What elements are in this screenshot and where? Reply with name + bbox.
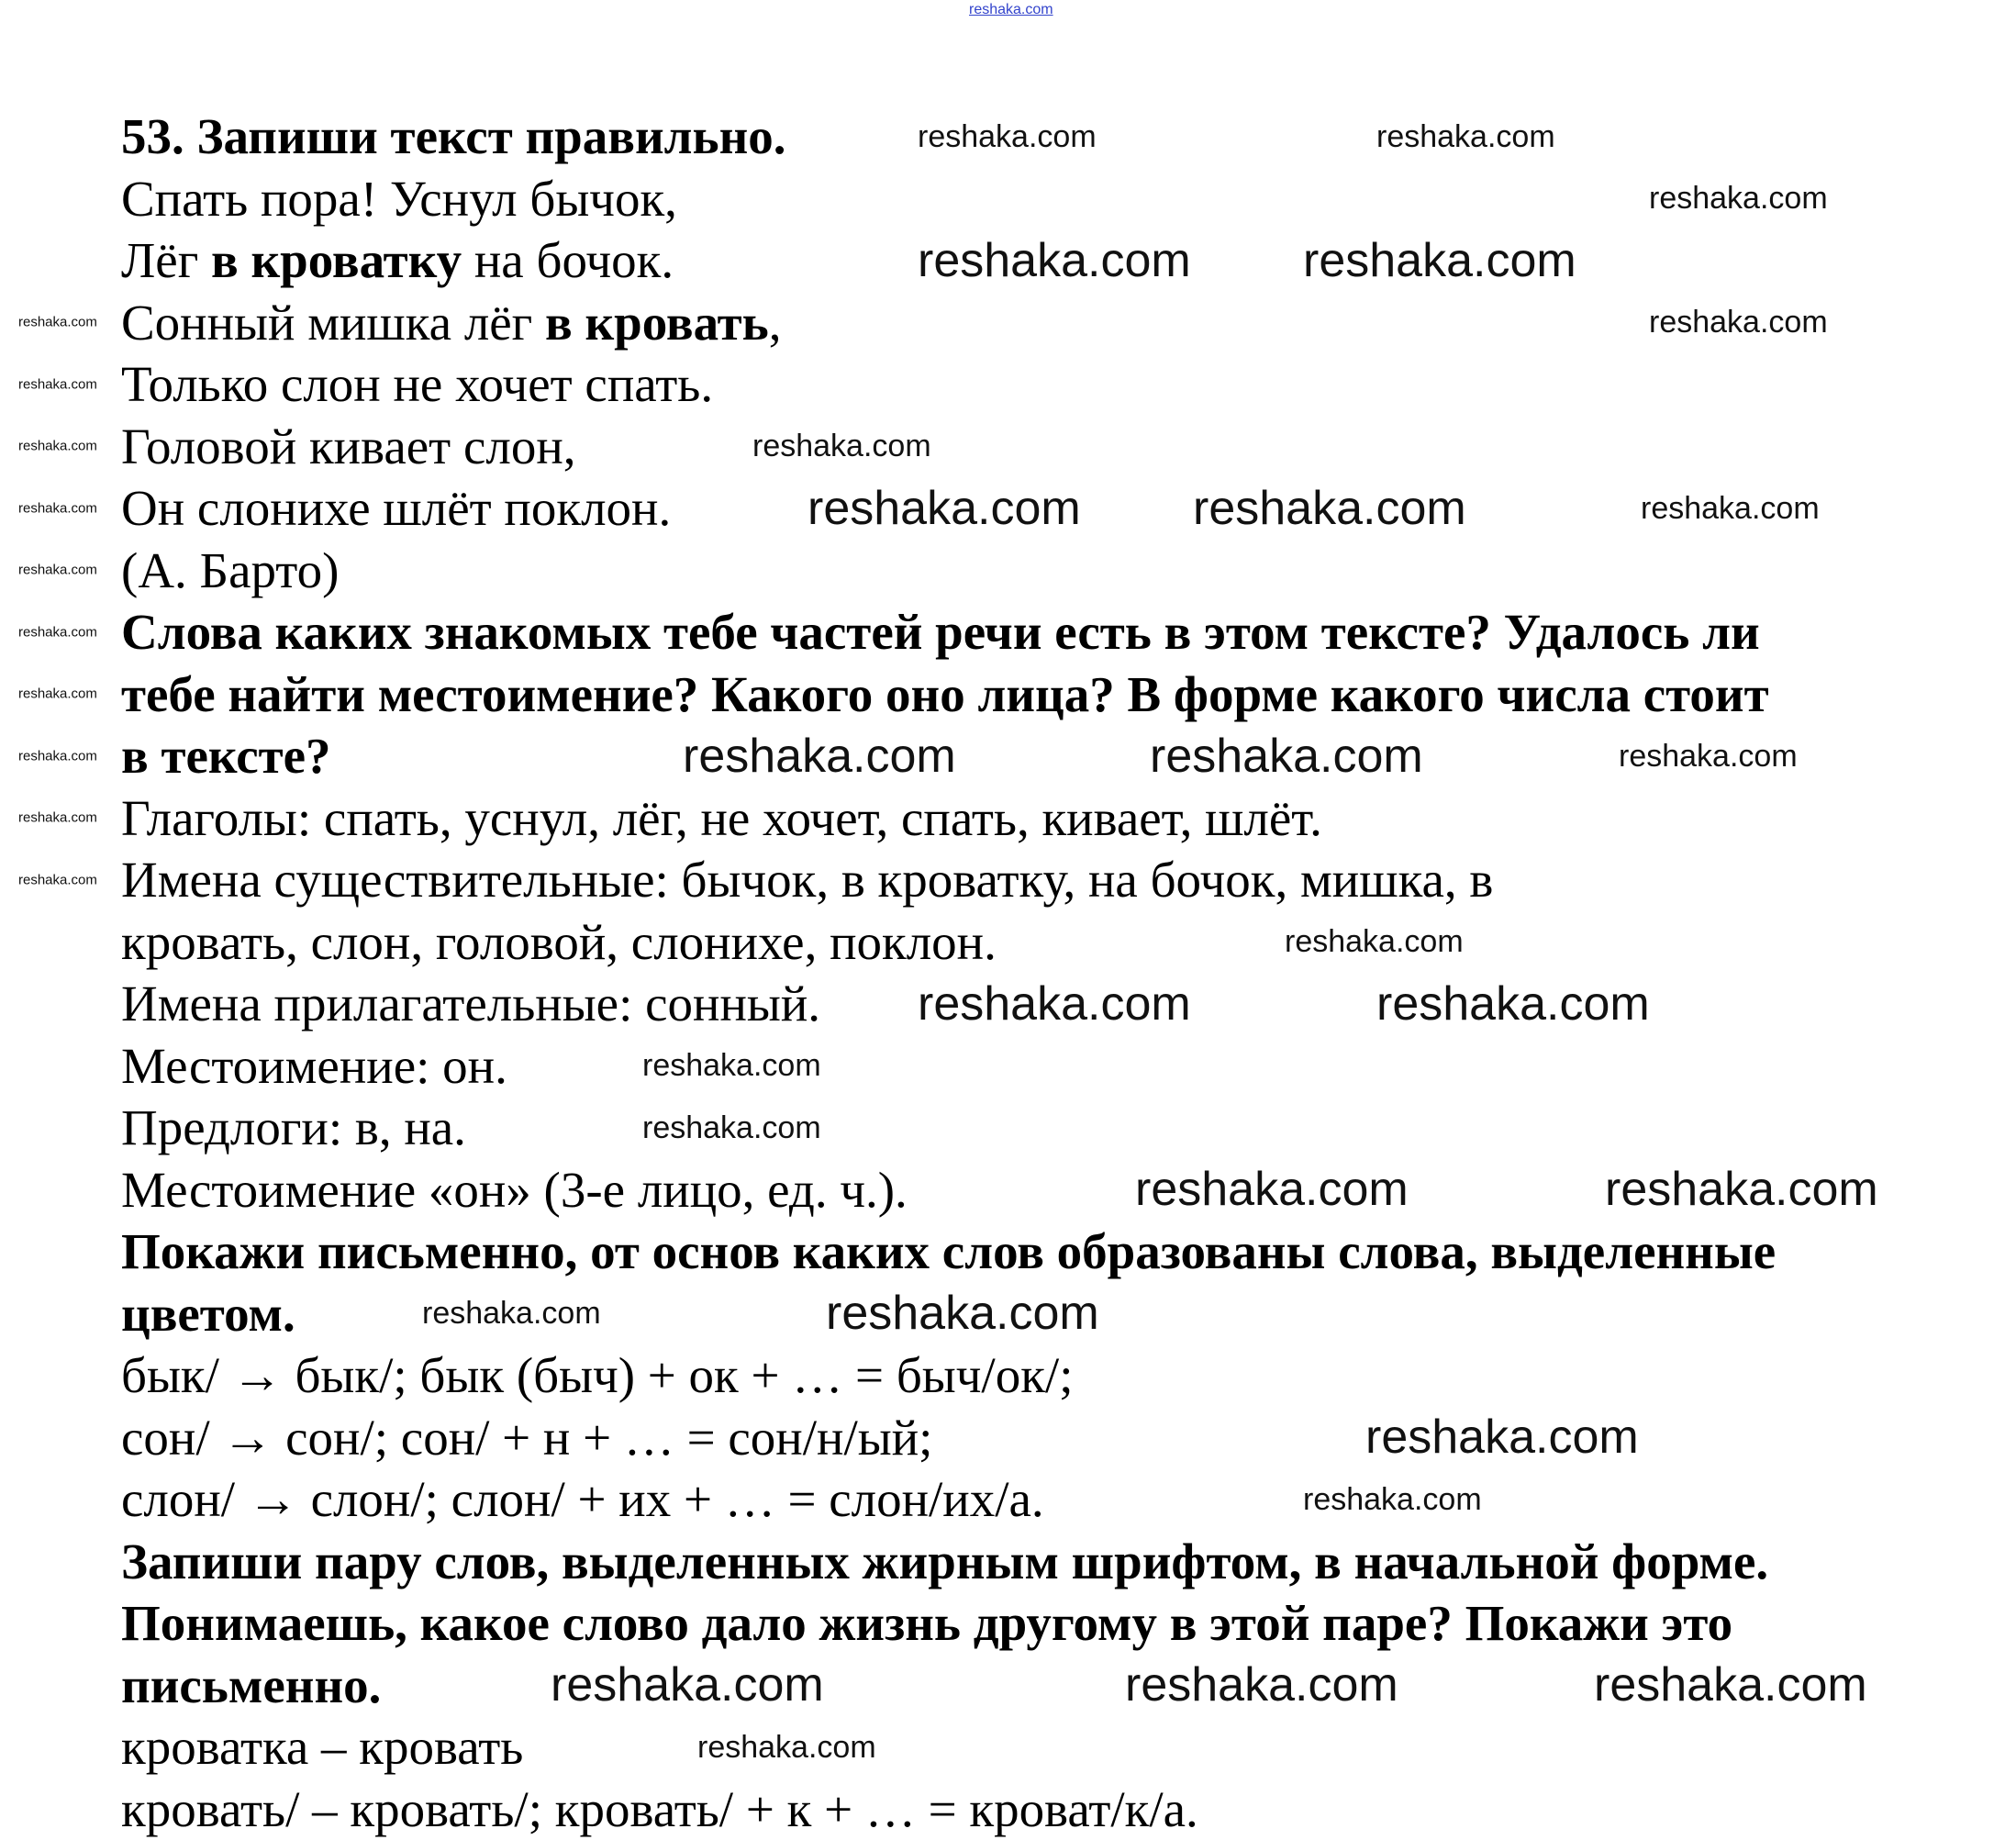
text: , [768, 294, 782, 351]
text-line [121, 1344, 1073, 1406]
watermark: reshaka.com [1285, 924, 1464, 959]
text-line [121, 911, 997, 973]
text-line [121, 1097, 466, 1158]
bold-text: цветом. [121, 1285, 295, 1342]
text: Местоимение: он. [121, 1037, 507, 1094]
text-line [121, 1655, 381, 1716]
text-line [121, 1468, 1044, 1530]
bold-text: в кровать [545, 294, 769, 351]
text: Имена прилагательные: сонный. [121, 976, 821, 1032]
watermark: reshaka.com [642, 1048, 821, 1083]
text-line [121, 1159, 908, 1221]
watermark: reshaka.com [752, 429, 931, 463]
bold-text: Покажи письменно, от основ каких слов образованы слова, выделенные [121, 1223, 1777, 1279]
text: кроватка – кровать [121, 1719, 524, 1775]
text-line [121, 477, 671, 539]
text-line [121, 725, 331, 786]
text: Глаголы: спать, уснул, лёг, не хочет, спать, кивает, шлёт. [121, 789, 1322, 846]
text: Он слонихе шлёт поклон. [121, 480, 672, 536]
text-line [121, 849, 1493, 910]
bold-text: тебе найти местоимение? Какого оно лица? В форме какого числа стоит [121, 665, 1769, 722]
bold-text: Слова каких знакомых тебе частей речи есть в этом тексте? Удалось ли [121, 604, 1760, 660]
watermark: reshaka.com [18, 438, 97, 454]
watermark: reshaka.com [1125, 1658, 1398, 1712]
text-line [121, 540, 339, 601]
text: (А. Барто) [121, 541, 340, 598]
watermark: reshaka.com [1365, 1411, 1639, 1464]
watermark: reshaka.com [697, 1729, 876, 1765]
exercise-title [121, 106, 786, 167]
text: Лёг [121, 232, 212, 288]
text-line [121, 601, 1760, 663]
watermark: reshaka.com [422, 1296, 601, 1331]
bold-text: письменно. [121, 1656, 382, 1713]
text-line [121, 416, 576, 477]
watermark: reshaka.com [1303, 1481, 1482, 1517]
bold-text: 53. Запиши текст правильно. [121, 108, 786, 164]
source-link[interactable]: reshaka.com [969, 2, 1053, 17]
text-line [121, 1221, 1776, 1282]
watermark: reshaka.com [1135, 1163, 1409, 1216]
watermark: reshaka.com [18, 872, 97, 887]
text-line [121, 229, 674, 291]
text: на бочок. [462, 232, 674, 288]
text-line [121, 292, 782, 353]
text: Сонный мишка лёг [121, 294, 545, 351]
watermark: reshaka.com [918, 976, 1191, 1031]
watermark: reshaka.com [1193, 481, 1466, 535]
text-line [121, 353, 713, 415]
watermark: reshaka.com [808, 481, 1081, 535]
watermark: reshaka.com [551, 1658, 824, 1712]
bold-text: в кроватку [211, 232, 462, 288]
bold-text: в тексте? [121, 728, 331, 784]
text: сон/ → сон/; сон/ + н + … = сон/н/ый; [121, 1409, 933, 1466]
watermark: reshaka.com [18, 748, 97, 764]
watermark: reshaka.com [683, 729, 956, 783]
watermark: reshaka.com [1376, 976, 1650, 1031]
watermark: reshaka.com [1150, 729, 1423, 783]
watermark: reshaka.com [18, 376, 97, 392]
watermark: reshaka.com [18, 809, 97, 826]
text: Предлоги: в, на. [121, 1099, 466, 1155]
text-line [121, 1531, 1768, 1592]
watermark: reshaka.com [1594, 1658, 1867, 1712]
watermark: reshaka.com [1605, 1163, 1878, 1216]
text: кровать/ – кровать/; кровать/ + к + … = крoват/к/а. [121, 1780, 1198, 1837]
watermark: reshaka.com [826, 1287, 1099, 1340]
watermark: reshaka.com [1376, 118, 1555, 154]
text: Только слон не хочет спать. [121, 356, 714, 412]
bold-text: Понимаешь, какое слово дало жизнь другому в этой паре? Покажи это [121, 1595, 1733, 1651]
text-line [121, 1283, 295, 1344]
text: Спать пора! Уснул бычок, [121, 170, 677, 227]
watermark: reshaka.com [1649, 305, 1828, 340]
text: слон/ → слон/; слон/ + их + … = слон/их/а. [121, 1471, 1044, 1527]
watermark: reshaka.com [18, 500, 97, 516]
text-line [121, 973, 820, 1034]
watermark: reshaka.com [18, 562, 97, 578]
watermark: reshaka.com [918, 233, 1191, 287]
watermark: reshaka.com [1649, 181, 1828, 216]
text: бык/ → бык/; бык (быч) + ок + … = быч/ок/; [121, 1347, 1074, 1403]
text: Головой кивает слон, [121, 418, 576, 474]
text-line [121, 1035, 507, 1097]
watermark: reshaka.com [1619, 738, 1798, 774]
bold-text: Запиши пару слов, выделенных жирным шрифтом, в начальной форме. [121, 1533, 1769, 1589]
text: Местоимение «он» (3-е лицо, ед. ч.). [121, 1161, 908, 1218]
text-line [121, 1716, 523, 1778]
watermark: reshaka.com [1303, 233, 1576, 287]
text-line [121, 1407, 932, 1468]
watermark: reshaka.com [18, 314, 97, 330]
watermark: reshaka.com [18, 686, 97, 702]
text-line [121, 1779, 1198, 1840]
text-line [121, 168, 677, 229]
text-line [121, 664, 1769, 725]
watermark: reshaka.com [1641, 490, 1820, 526]
text: кровать, слон, головой, слонихе, поклон. [121, 913, 997, 970]
watermark: reshaka.com [642, 1110, 821, 1145]
text-line [121, 1592, 1732, 1654]
text-line [121, 787, 1322, 849]
watermark: reshaka.com [918, 118, 1097, 154]
text: Имена существительные: бычок, в кроватку, на бочок, мишка, в [121, 852, 1494, 908]
watermark: reshaka.com [18, 624, 97, 640]
